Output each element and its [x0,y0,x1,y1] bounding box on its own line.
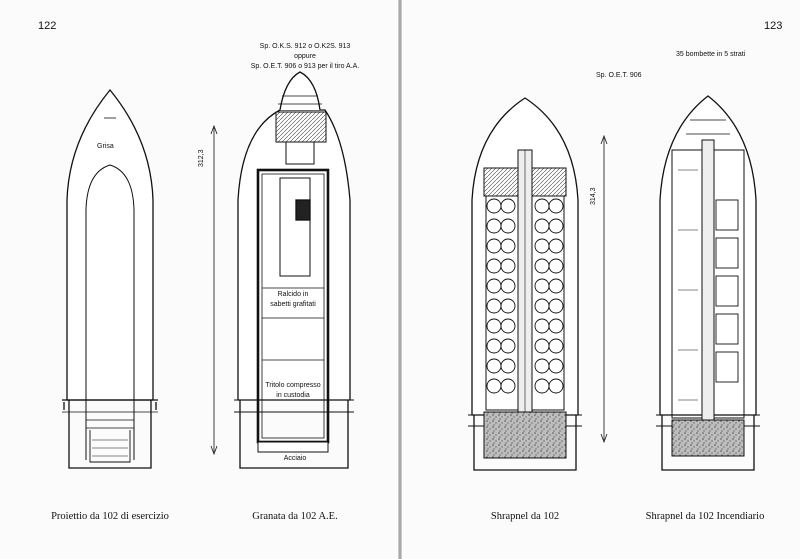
label-tritol1: Tritolo compresso [265,382,321,389]
label-tritol2: in custodia [276,392,310,399]
caption-incendiary-shrapnel: Shrapnel da 102 Incendiario [645,511,765,522]
dimension-shrapnel: 314,3 [590,187,597,205]
label-charge2: sabetti grafitati [270,301,316,308]
caption-shrapnel: Shrapnel da 102 [490,511,560,522]
label-charge1: Ralcido in [277,291,309,298]
label-base: Acciaio [283,455,307,462]
caption-practice-projectile: Proiettio da 102 di esercizio [51,511,169,522]
label-fuze-line2: oppure [294,53,316,60]
drawing-he-shell [211,72,354,468]
label-fuze-line3: Sp. O.E.T. 906 o 913 per il tiro A.A. [250,63,360,70]
caption-he-shell: Granata da 102 A.E. [252,511,338,522]
left-page-number: 122 [38,20,57,32]
label-ogiva: Grisa [97,143,114,150]
dimension-he-shell: 312,3 [198,149,205,167]
label-fuze-shrapnel: Sp. O.E.T. 906 [596,72,642,79]
drawing-shrapnel [468,98,607,470]
label-fuze-line1: Sp. O.K.S. 912 o O.K2S. 913 [259,43,351,50]
label-bombs-note: 35 bombette in 5 strati [676,51,746,58]
drawing-incendiary-shrapnel [656,96,760,470]
right-page-number: 123 [764,20,783,32]
